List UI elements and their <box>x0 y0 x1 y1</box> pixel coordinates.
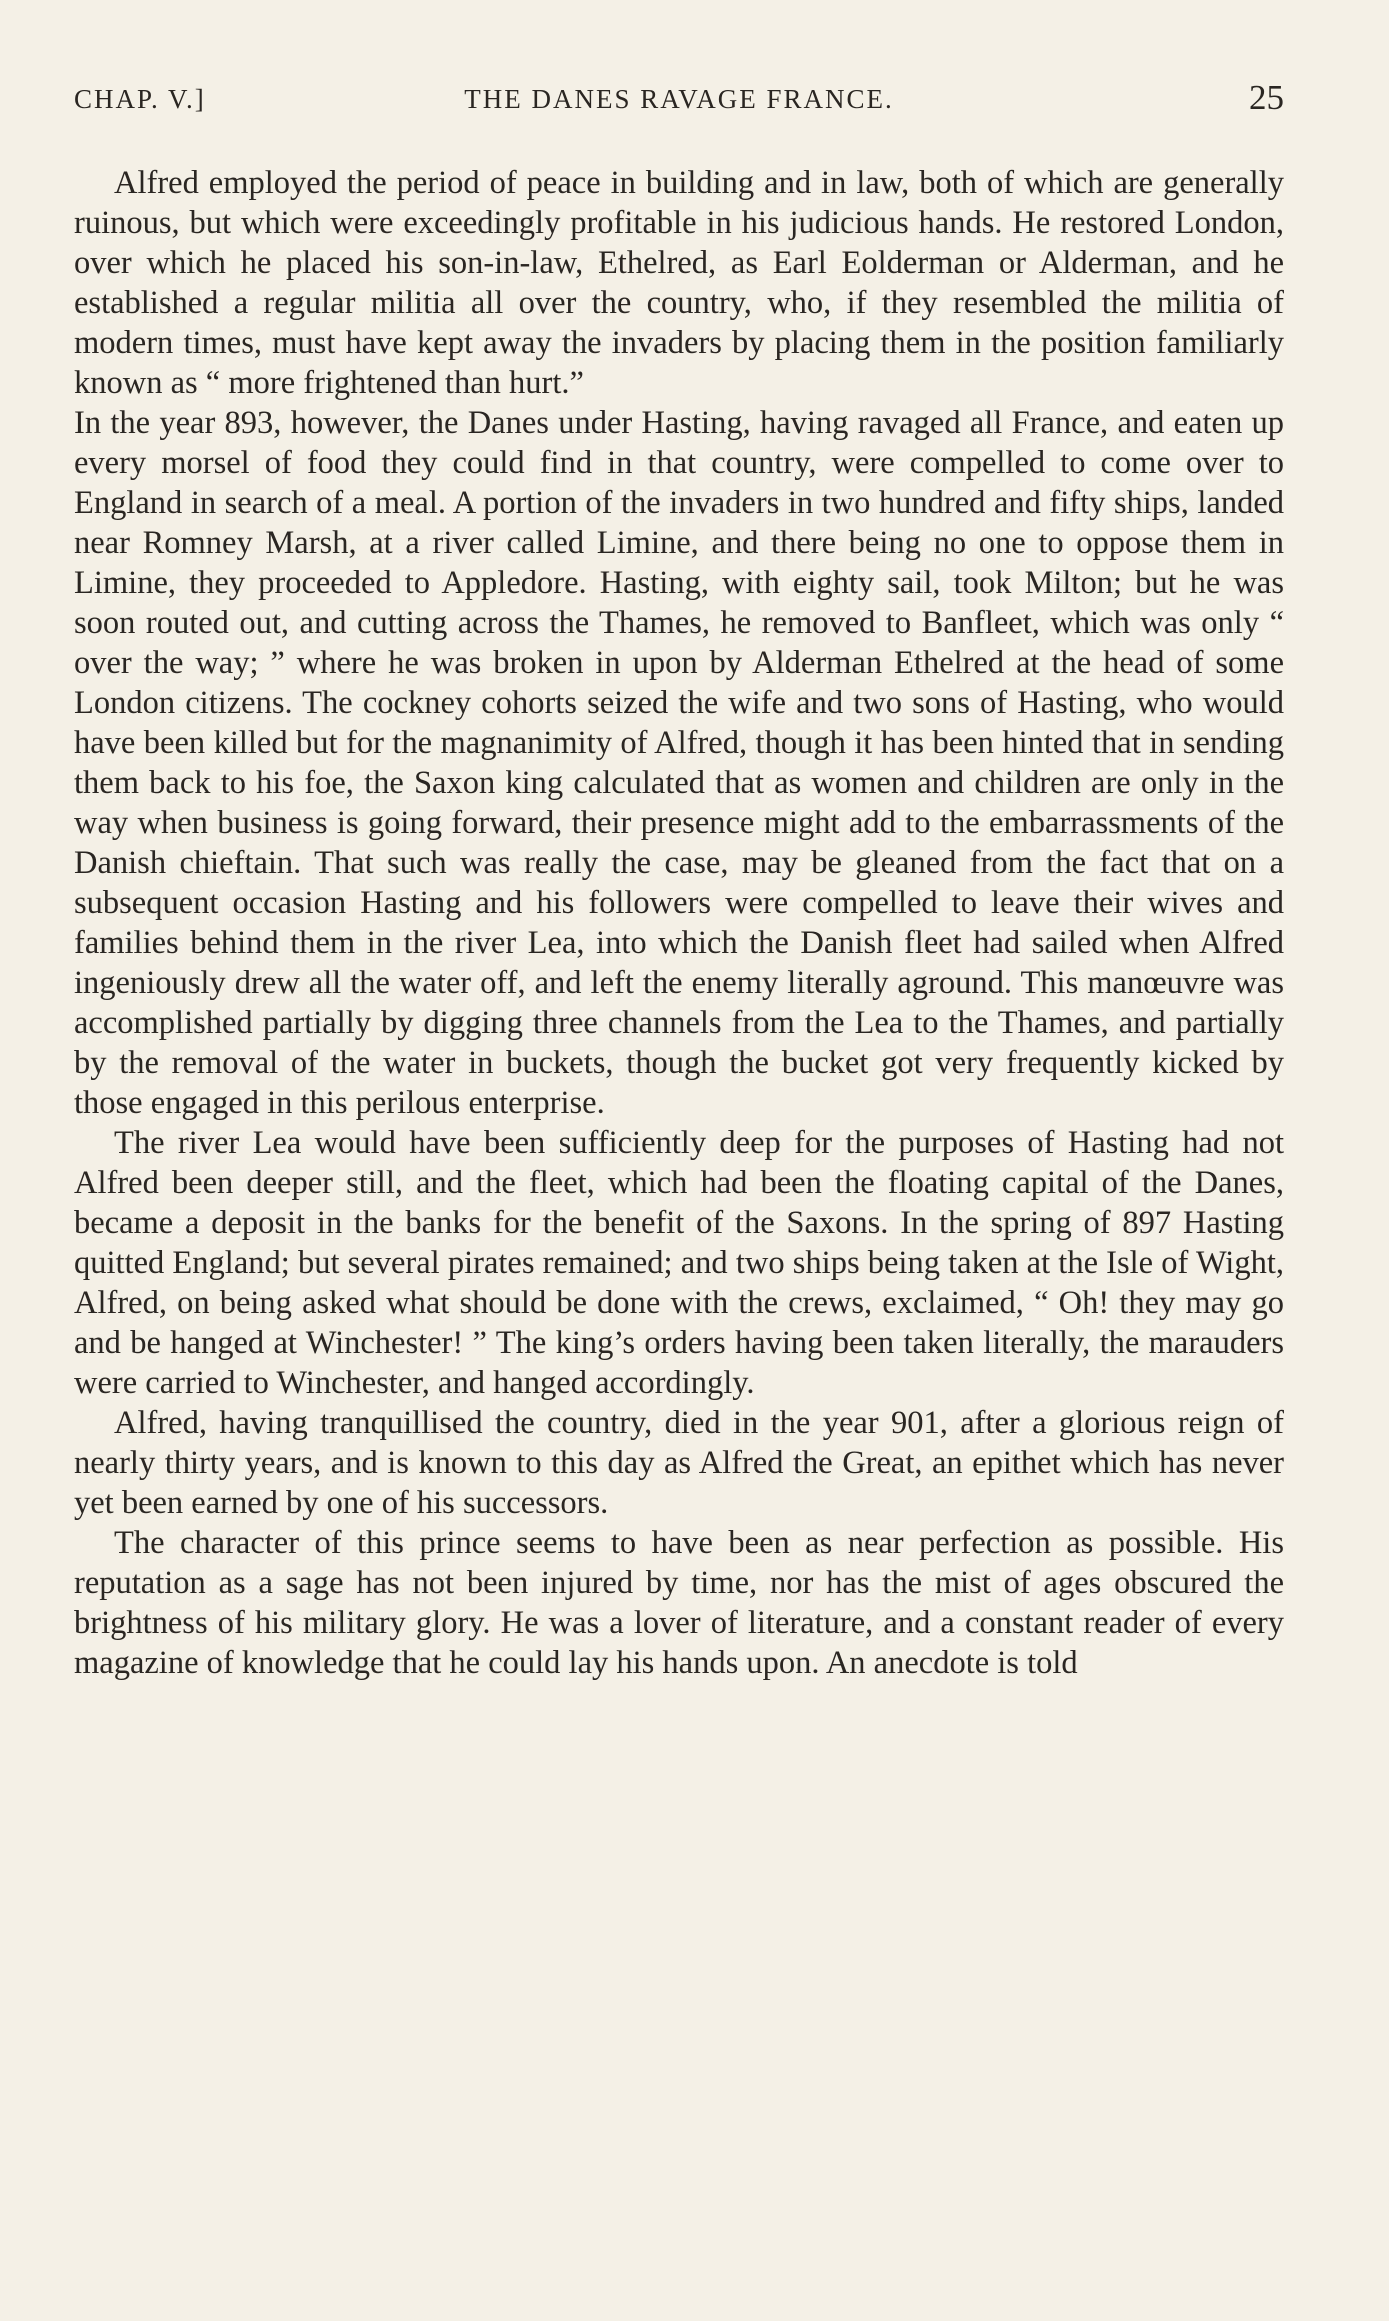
paragraph: In the year 893, however, the Danes under Hasting, having ravaged all France, and eaten up every morsel of food they could find in that country, were compelled to come over to England in search of a meal. A portion of the invaders in two hundred and fifty ships, landed near Romney Marsh, at a river called Limine, and there being no one to oppose them in Limine, they proceeded to Appledore. Hasting, with eighty sail, took Milton; but he was soon routed out, and cutting across the Thames, he removed to Banfleet, which was only “ over the way; ” where he was broken in upon by Alderman Ethelred at the head of some London citizens. The cockney cohorts seized the wife and two sons of Hasting, who would have been killed but for the magnanimity of Alfred, though it has been hinted that in sending them back to his foe, the Saxon king calculated that as women and children are only in the way when business is going forward, their presence might add to the embarrassments of the Danish chieftain. That such was really the case, may be gleaned from the fact that on a subsequent occasion Hasting and his followers were compelled to leave their wives and families behind them in the river Lea, into which the Danish fleet had sailed when Alfred ingeniously drew all the water off, and left the enemy literally aground. This manœuvre was accomplished partially by digging three channels from the Lea to the Thames, and partially by the removal of the water in buckets, though the bucket got very frequently kicked by those engaged in this perilous enterprise. <box>74 405 1284 1121</box>
page-number: 25 <box>1249 78 1284 117</box>
running-title: THE DANES RAVAGE FRANCE. <box>464 84 894 114</box>
paragraph: The river Lea would have been sufficiently deep for the purposes of Hasting had not Alfred been deeper still, and the fleet, which had been the floating capital of the Danes, became a deposit in the banks for the benefit of the Saxons. In the spring of 897 Hasting quitted England; but several pirates remained; and two ships being taken at the Isle of Wight, Alfred, on being asked what should be done with the crews, exclaimed, “ Oh! they may go and be hanged at Winchester! ” The king’s orders having been taken literally, the marauders were carried to Winchester, and hanged accordingly. <box>74 1125 1284 1401</box>
body-text <box>74 163 1284 1683</box>
paragraph: Alfred employed the period of peace in building and in law, both of which are generally ruinous, but which were exceedingly profitable in his judicious hands. He restored London, over which he placed his son-in-law, Ethelred, as Earl Eolderman or Alderman, and he established a regular militia all over the country, who, if they resembled the militia of modern times, must have kept away the invaders by placing them in the position familiarly known as “ more frightened than hurt.” <box>74 165 1284 401</box>
paragraph: The character of this prince seems to have been as near perfection as possible. His reputation as a sage has not been injured by time, nor has the mist of ages obscured the brightness of his military glory. He was a lover of literature, and a constant reader of every magazine of knowledge that he could lay his hands upon. An anecdote is told <box>74 1525 1284 1681</box>
chapter-label: CHAP. V.] <box>74 84 206 114</box>
running-header <box>74 78 1284 130</box>
paragraph: Alfred, having tranquillised the country, died in the year 901, after a glorious reign of nearly thirty years, and is known to this day as Alfred the Great, an epithet which has never yet been earned by one of his successors. <box>74 1405 1284 1521</box>
